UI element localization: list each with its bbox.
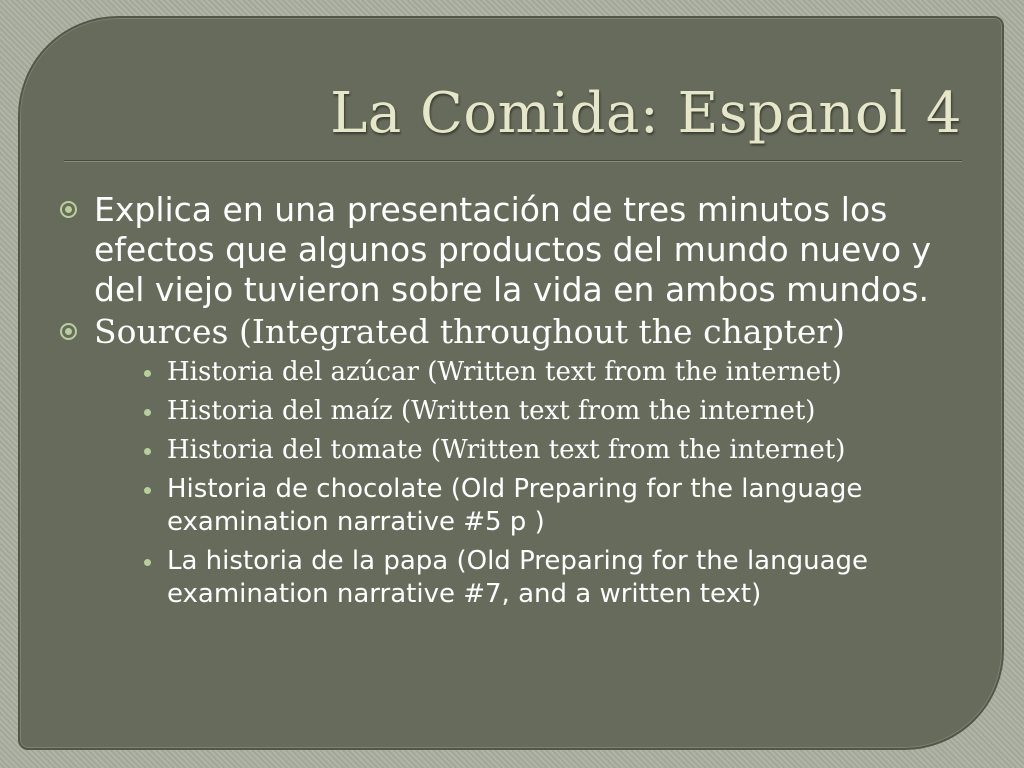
source-item-papa (134, 545, 970, 611)
title-divider (64, 160, 962, 162)
circled-dot-bullet-icon (60, 201, 77, 218)
source-item-tomate (134, 434, 970, 467)
source-item-azucar (134, 356, 970, 389)
slide-content (60, 190, 970, 617)
source-item-text: Historia del azúcar (Written text from the internet) (167, 357, 842, 387)
bullet-sources (60, 312, 970, 611)
source-item-text: Historia del tomate (Written text from the internet) (167, 435, 846, 465)
bullet-assignment-text: Explica en una presentación de tres minutos los efectos que algunos productos del mundo nuevo y del viejo tuvieron sobre la vida en ambos mundos. (94, 190, 932, 309)
sources-list (94, 356, 970, 611)
dot-bullet-icon (144, 559, 151, 566)
source-item-text: Historia de chocolate (Old Preparing for the language examination narrative #5 p ) (167, 474, 863, 537)
circled-dot-bullet-icon (60, 323, 77, 340)
source-item-text: Historia del maíz (Written text from the internet) (167, 396, 816, 426)
source-item-chocolate (134, 473, 970, 539)
source-item-maiz (134, 395, 970, 428)
source-item-text: La historia de la papa (Old Preparing for the language examination narrative #7, and a written text) (167, 546, 868, 609)
dot-bullet-icon (144, 487, 151, 494)
dot-bullet-icon (144, 370, 151, 377)
dot-bullet-icon (144, 448, 151, 455)
bullet-sources-text: Sources (Integrated throughout the chapter) (94, 312, 846, 351)
slide-title: La Comida: Espanol 4 (330, 81, 962, 146)
dot-bullet-icon (144, 409, 151, 416)
bullet-assignment (60, 190, 970, 310)
